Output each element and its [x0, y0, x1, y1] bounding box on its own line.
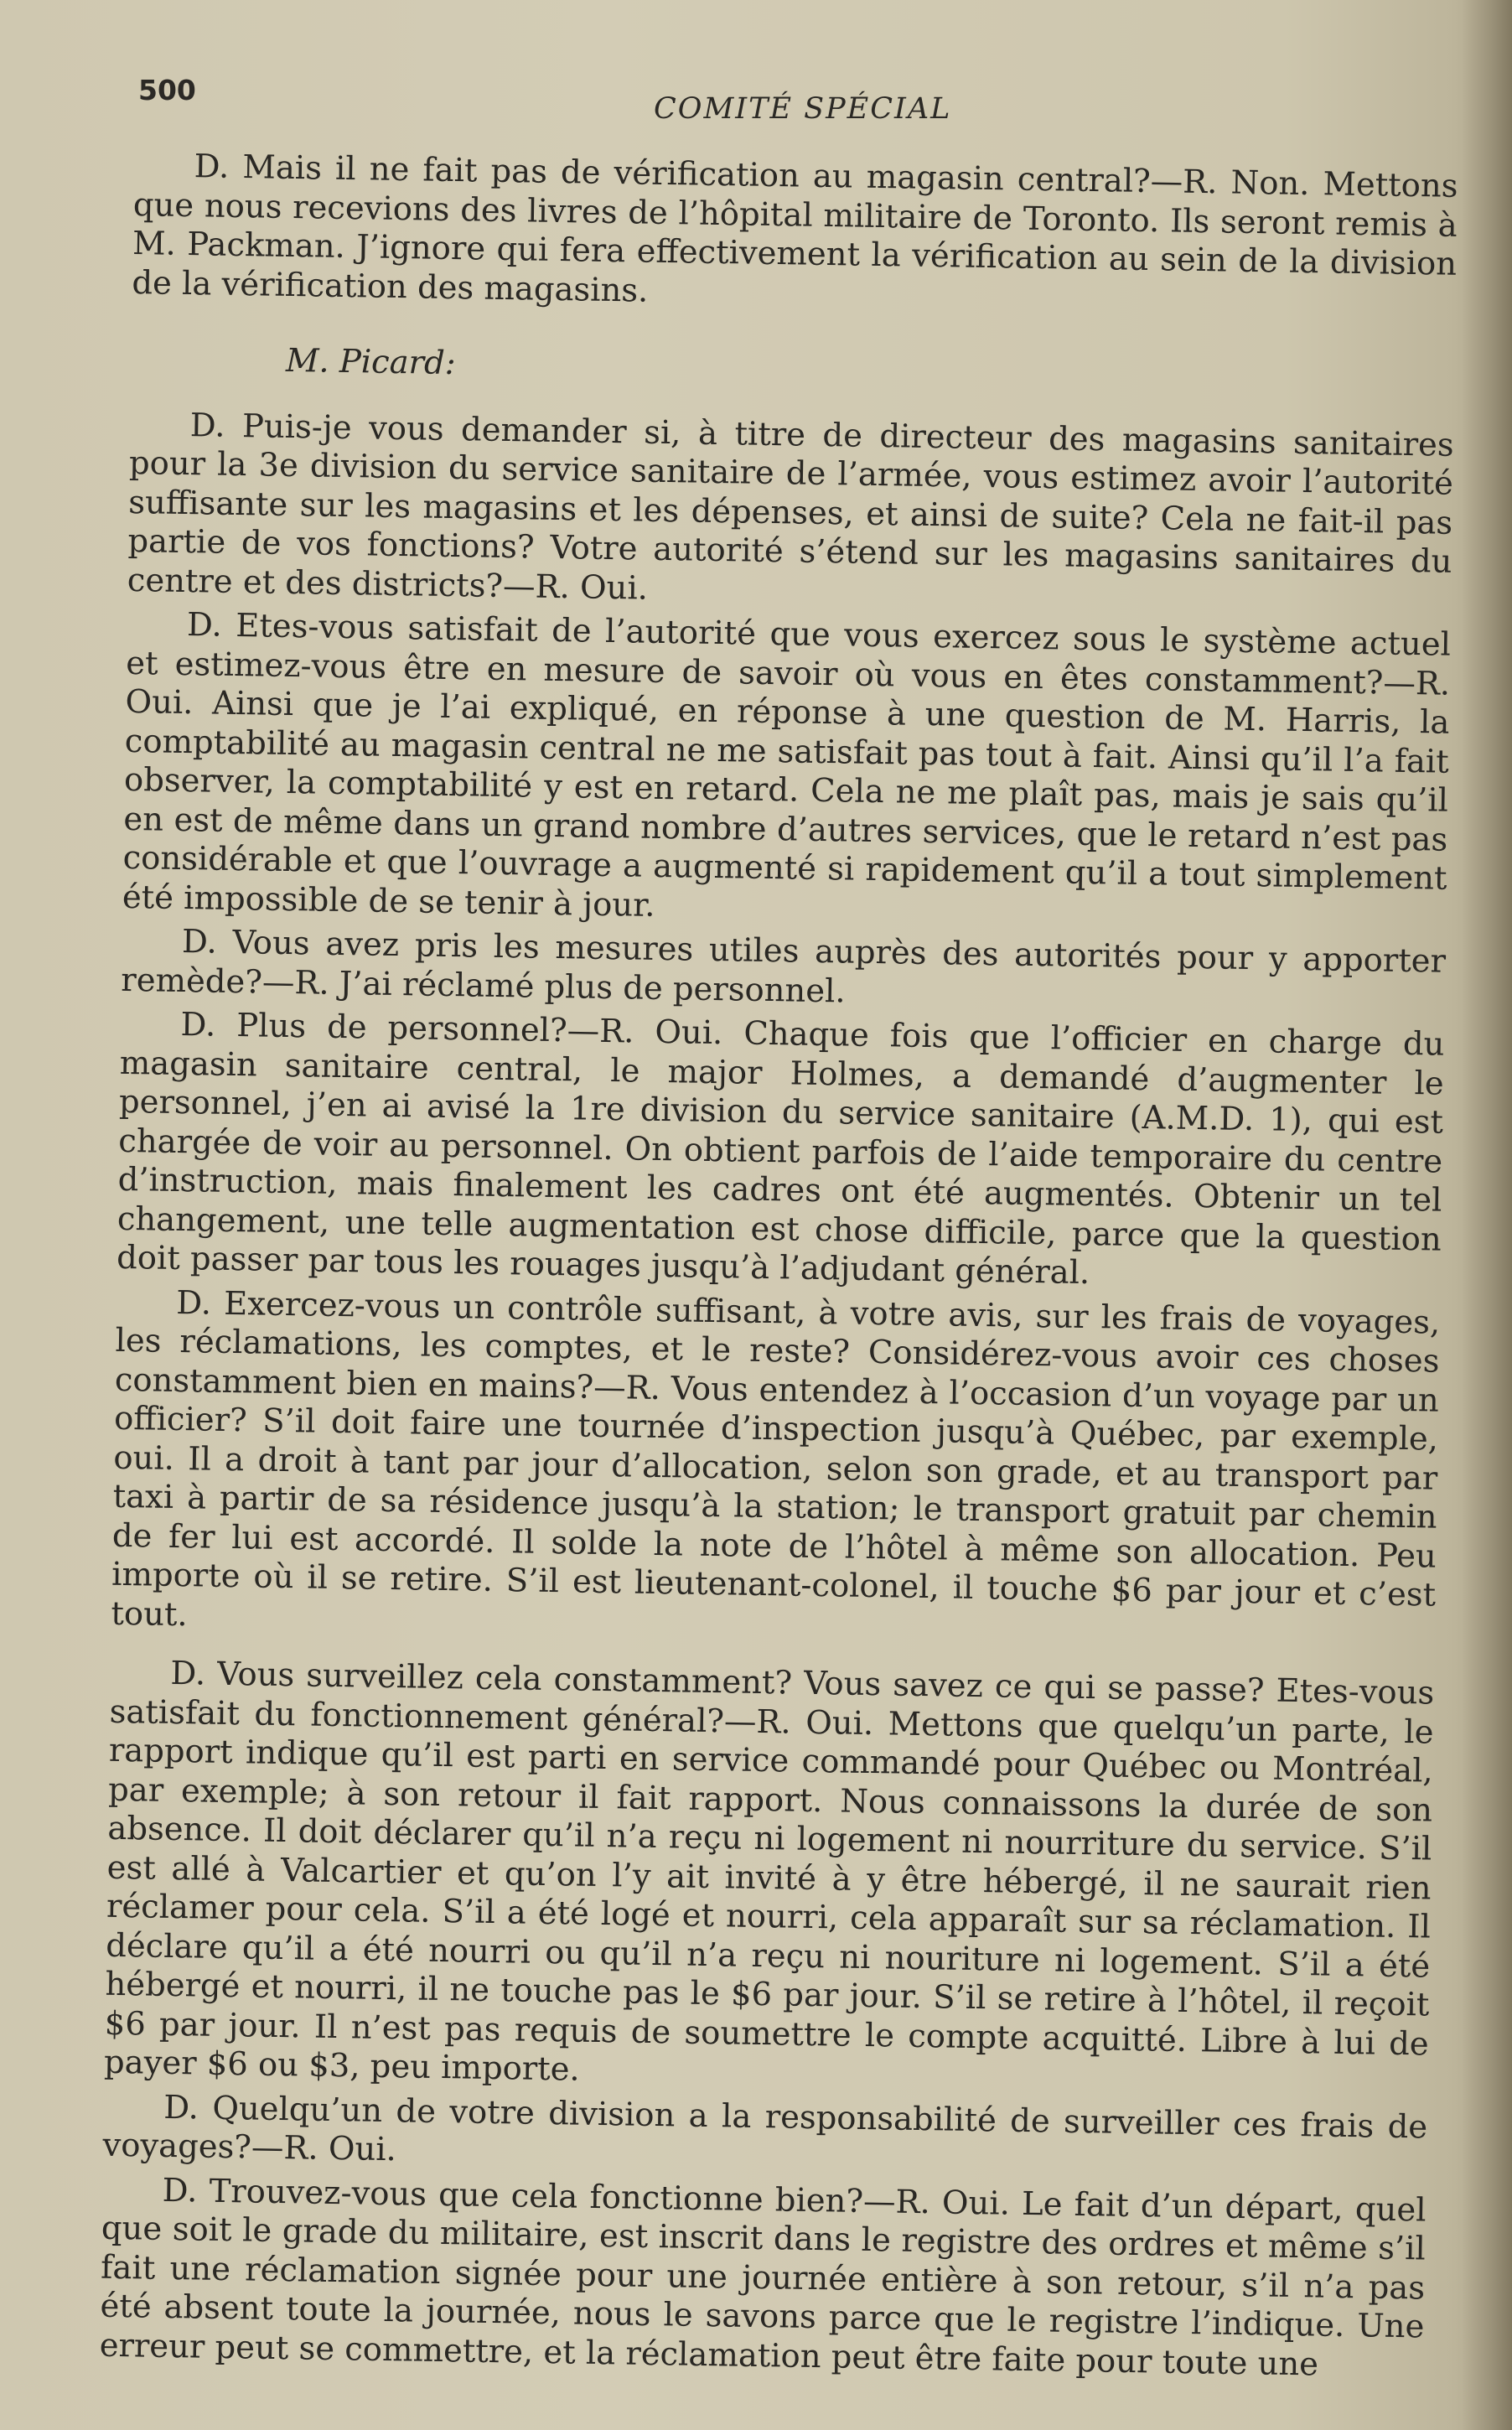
body-text: [99, 147, 1458, 2391]
page-edge-shadow: [1462, 0, 1512, 2430]
paragraph: D. Quelqu’un de votre division a la responsabilité de surveiller ces frais de voyages?—R. Oui.: [102, 2088, 1428, 2169]
speaker-heading: M. Picard:: [285, 341, 456, 383]
page-number: 500: [138, 74, 196, 106]
paragraph: D. Vous avez pris les mesures utiles auprès des autorités pour y apporter remède?—R. J’ai réclamé plus de personnel.: [121, 923, 1447, 1010]
paragraph: D. Plus de personnel?—R. Oui. Chaque fois que l’officier en charge du magasin sanitaire central, le major Holmes, a demandé d’augmenter le personnel, j’en ai avisé la 1re division du service sanitaire (A.M.D. 1), qui est chargée de voir au personnel. On obtient parfois de l’aide temporaire du centre d’instruction, mais finalement les cadres ont été augmentés. Obtenir un tel changement, une telle augmentation est chose difficile, parce que la question doit passer par tous les rouages jusqu’à l’adjudant général.: [116, 1006, 1445, 1293]
paragraph: D. Exercez-vous un contrôle suffisant, à votre avis, sur les frais de voyages, les réclamations, les comptes, et le reste? Considérez-vous avoir ces choses constamment bien en mains?—R. Vous entendez à l’occasion d’un voyage par un officier? S’il doit faire une tournée d’inspection jusqu’à Québec, par exemple, oui. Il a droit à tant par jour d’allocation, selon son grade, et au transport par taxi à partir de sa résidence jusqu’à la station; le transport gratuit par chemin de fer lui est accordé. Il solde la note de l’hôtel à même son allocation. Peu importe où il se retire. S’il est lieutenant-colonel, il touche $6 par jour et c’est tout.: [111, 1283, 1441, 1634]
paragraph: D. Etes-vous satisfait de l’autorité que vous exercez sous le système actuel et estimez-vous être en mesure de savoir où vous en êtes constamment?—R. Oui. Ainsi que je l’ai expliqué, en réponse à une question de M. Harris, la comptabilité au magasin central ne me satisfait pas tout à fait. Ainsi qu’il l’a fait observer, la comptabilité y est en retard. Cela ne me plaît pas, mais je sais qu’il en est de même dans un grand nombre d’autres services, que le retard n’est pas considérable et que l’ouvrage a augmenté si rapidement qu’il a tout simplement été impossible de se tenir à jour.: [122, 606, 1452, 925]
paragraph: D. Puis-je vous demander si, à titre de directeur des magasins sanitaires pour la 3e division du service sanitaire de l’armée, vous estimez avoir l’autorité suffisante sur les magasins et les dépenses, et ainsi de suite? Cela ne fait-il pas partie de vos fonctions? Votre autorité s’étend sur les magasins sanitaires du centre et des districts?—R. Oui.: [127, 406, 1454, 608]
running-head: COMITÉ SPÉCIAL: [654, 92, 952, 126]
paragraph: D. Trouvez-vous que cela fonctionne bien?—R. Oui. Le fait d’un départ, quel que soit le grade du militaire, est inscrit dans le registre des ordres et même s’il fait une réclamation signée pour une journée entière à son retour, s’il n’a pas été absent toute la journée, nous le savons parce que le registre l’indique. Une erreur peut se commettre, et la réclamation peut être faite pour toute une: [99, 2171, 1427, 2384]
paragraph: D. Vous surveillez cela constamment? Vous savez ce qui se passe? Etes-vous satisfait du fonctionnement général?—R. Oui. Mettons que quelqu’un parte, le rapport indique qu’il est parti en service commandé pour Québec ou Montréal, par exemple; à son retour il fait rapport. Nous connaissons la durée de son absence. Il doit déclarer qu’il n’a reçu ni logement ni nourriture du service. S’il est allé à Valcartier et qu’on l’y ait invité à y être hébergé, il ne saurait rien réclamer pour cela. S’il a été logé et nourri, cela apparaît sur sa réclamation. Il déclare qu’il a été nourri ou qu’il n’a reçu ni nouriture ni logement. S’il a été hébergé et nourri, il ne touche pas le $6 par jour. S’il se retire à l’hôtel, il reçoit $6 par jour. Il n’est pas requis de soumettre le compte acquitté. Libre à lui de payer $6 ou $3, peu importe.: [103, 1654, 1435, 2089]
paragraph: D. Mais il ne fait pas de vérification au magasin central?—R. Non. Mettons que nous recevions des livres de l’hôpital militaire de Toronto. Ils seront remis à M. Packman. J’ignore qui fera effectivement la vérification au sein de la division de la vérification des magasins.: [132, 148, 1458, 310]
